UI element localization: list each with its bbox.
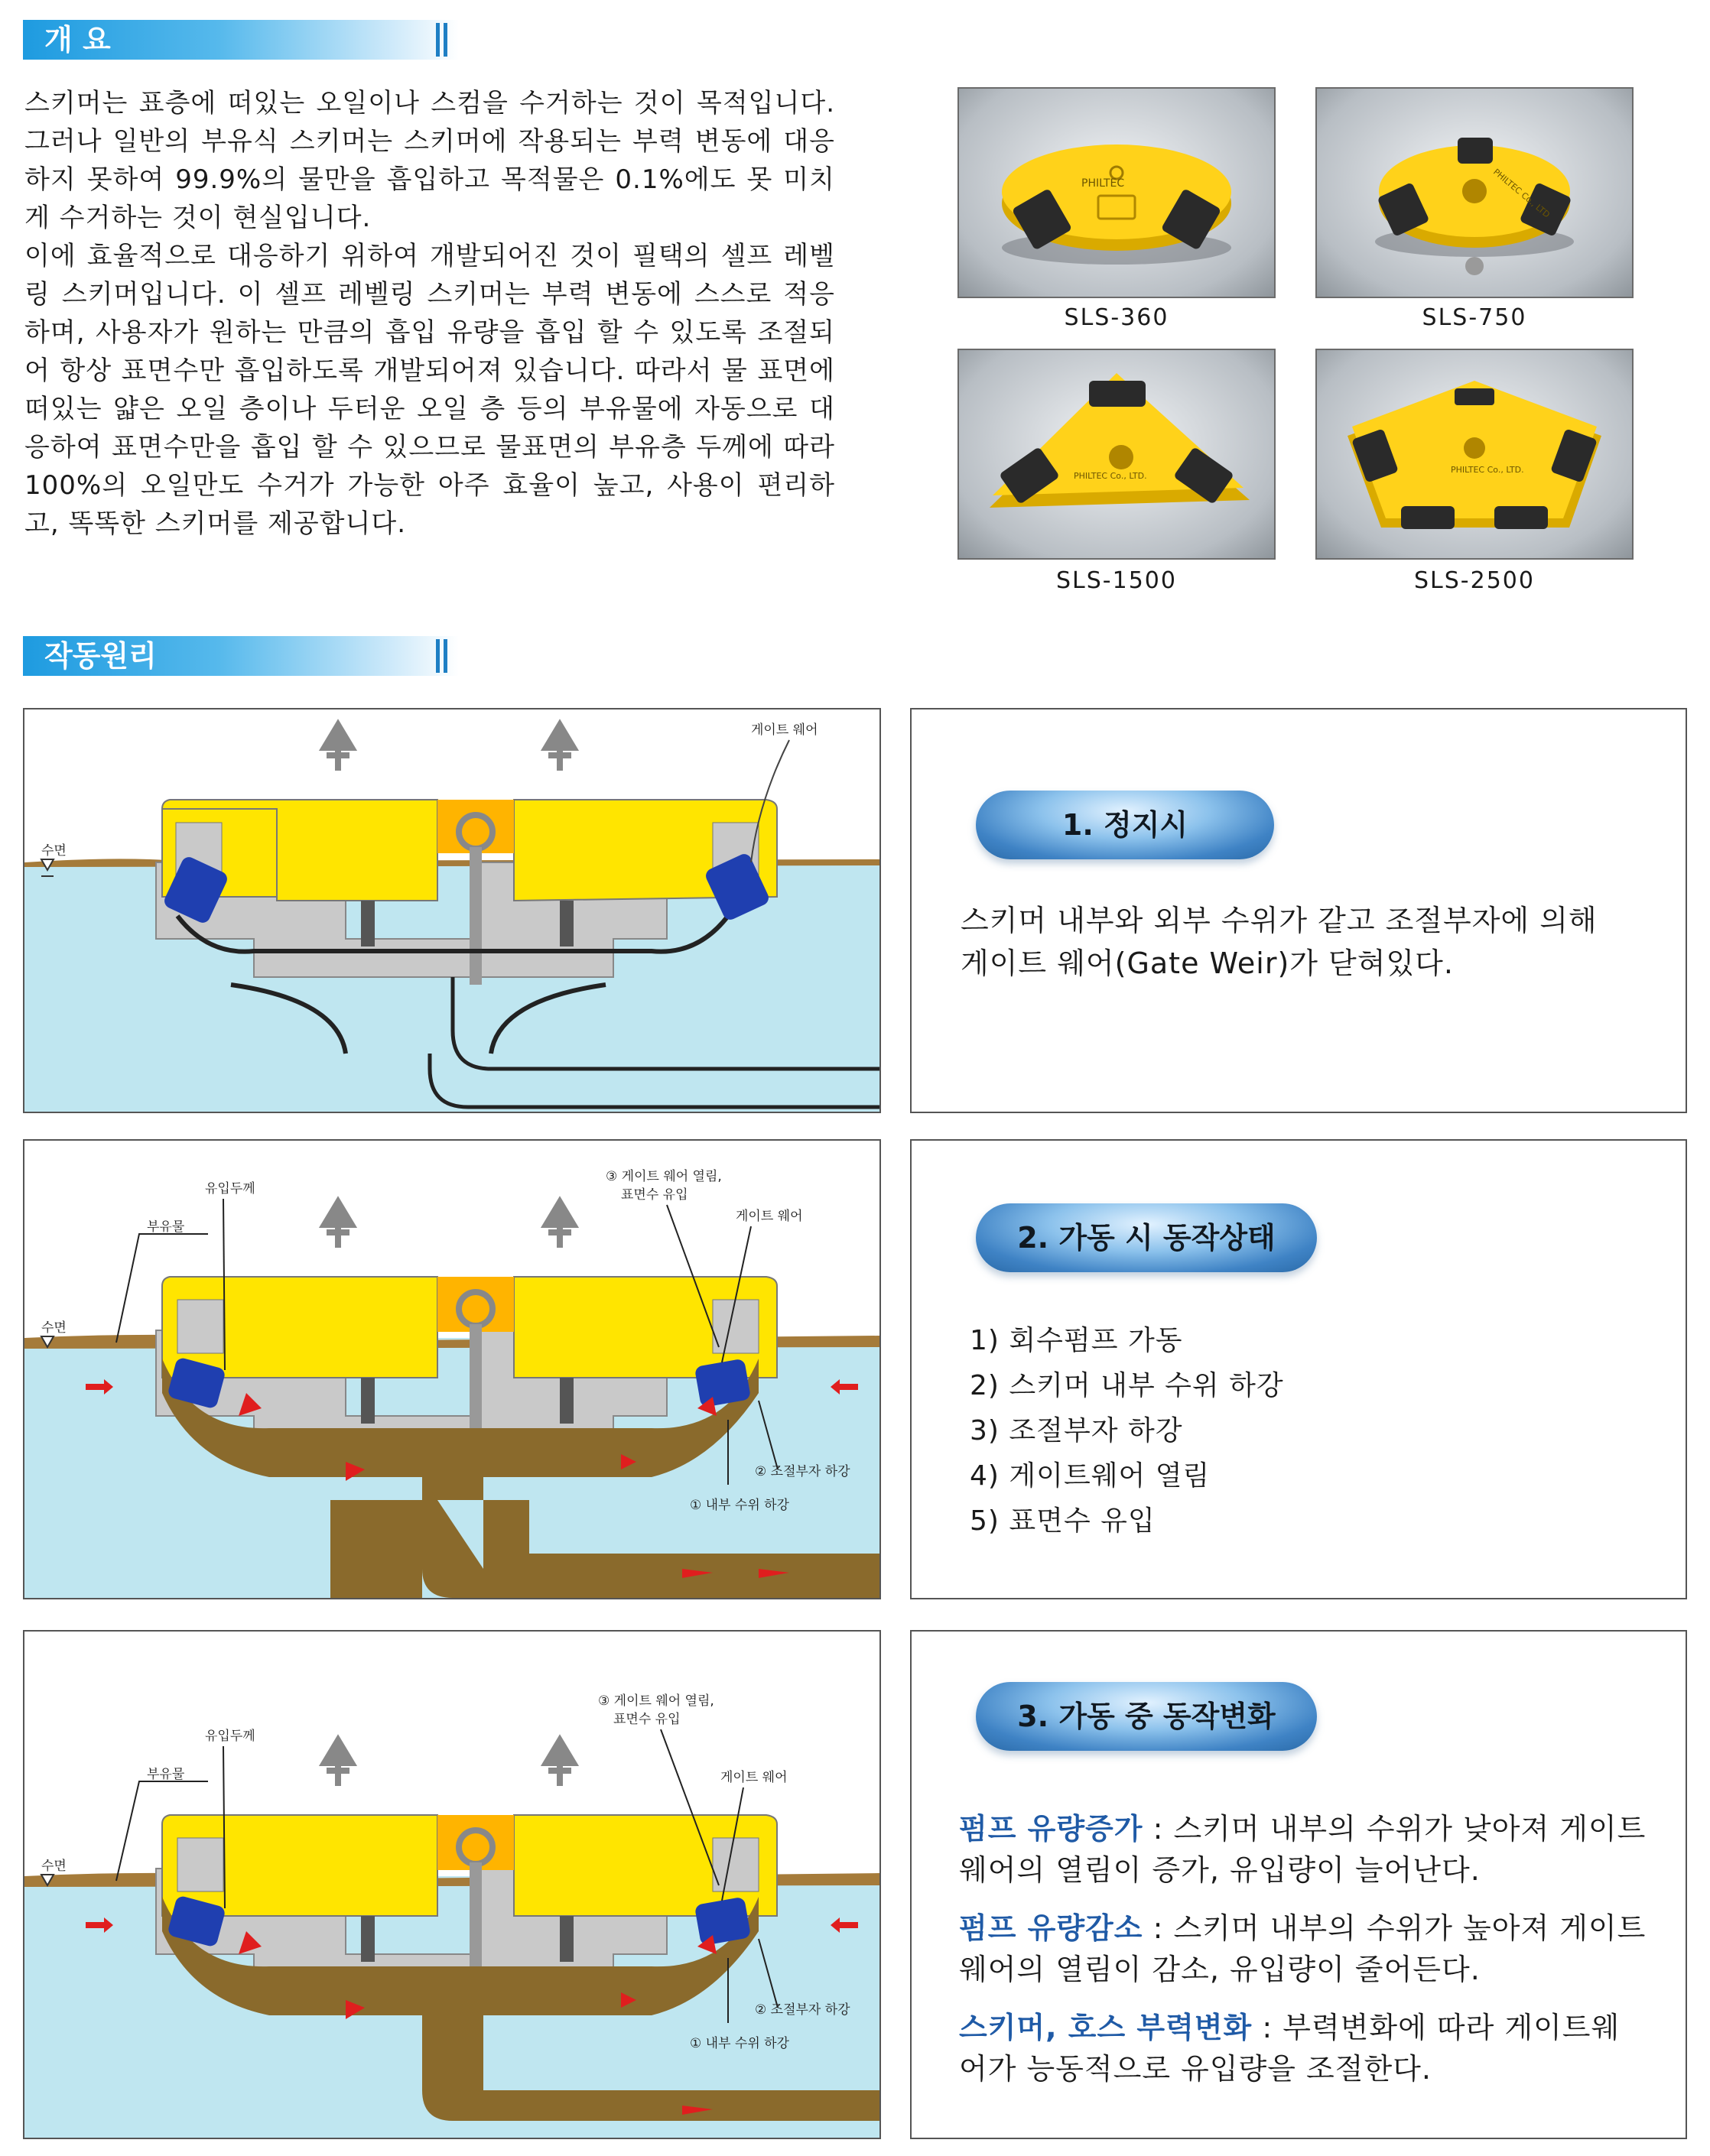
step2-item-1: 1) 회수펌프 가동 (970, 1325, 1183, 1356)
step2-item-2: 2) 스키머 내부 수위 하강 (970, 1370, 1284, 1401)
step2-item-3: 3) 조절부자 하강 (970, 1415, 1183, 1447)
panel-step2 (910, 1139, 1687, 1599)
step3-row3-key: 스키머, 호스 부력변화 (959, 2011, 1253, 2044)
step2-item-5: 5) 표면수 유입 (970, 1505, 1156, 1537)
step3-title: 3. 가동 중 동작변화 (976, 1682, 1317, 1751)
skimmer-360-image (959, 89, 1274, 297)
caption-sls-1500: SLS-1500 (1056, 567, 1177, 594)
gate-open-label-1: ③ 게이트 웨어 열림, (598, 1693, 714, 1709)
gate-open-label-2: 표면수 유입 (621, 1187, 688, 1203)
diagram-operating-svg (24, 1141, 879, 1598)
step3-row1-line2: 웨어의 열림이 증가, 유입량이 늘어난다. (959, 1853, 1481, 1887)
product-photo-sls-750 (1315, 87, 1634, 298)
overview-paragraph-2: 이에 효율적으로 대응하기 위하여 개발되어진 것이 필택의 셀프 레벨링 스키머입니다. 이 셀프 레벨링 스키머는 부력 변동에 스스로 적응하며, 사용자가 원하는 만큼의 흡입 유량을 흡입 할 수 있도록 조절되어 항상 표면수만 흡입하도록 개발되어져 있습니다. 따라서 물 표면에 떠있는 얇은 오일 층이나 두터운 오일 층 등의 부유물에 자동으로 대응하여 표면수만을 흡입 할 수 있으므로 물표면의 부유층 두께에 따라 100%의 오일만도 수거가 가능한 아주 효율이 높고, 사용이 편리하고, 똑똑한 스키머를 제공합니다. (24, 241, 835, 539)
regulator-down-label: ② 조절부자 하강 (755, 1464, 850, 1479)
water-surface-label: 수면 (41, 1320, 67, 1336)
gate-weir-label: 게이트 웨어 (736, 1209, 803, 1224)
brand-text-360: PHILTEC (1081, 177, 1125, 190)
overview-heading-text: 개 요 (44, 23, 111, 57)
step2-list (970, 1318, 1284, 1544)
gate-weir-label: 게이트 웨어 (720, 1770, 788, 1785)
heading-bars-decoration (436, 23, 454, 57)
step3-row2-text-a: : 스키머 내부의 수위가 높아져 게이트 (1143, 1911, 1647, 1945)
step2-item-4: 4) 게이트웨어 열림 (970, 1460, 1211, 1492)
regulator-down-label: ② 조절부자 하강 (755, 2002, 850, 2018)
floating-oil-label: 부유물 (147, 1219, 185, 1235)
step1-text-line2: 게이트 웨어(Gate Weir)가 닫혀있다. (961, 946, 1454, 980)
product-photo-sls-1500 (957, 349, 1276, 560)
step3-row3-line1 (959, 2006, 1620, 2049)
inflow-thickness-label: 유입두께 (205, 1729, 255, 1744)
step3-row2-line2: 웨어의 열림이 감소, 유입량이 줄어든다. (959, 1953, 1481, 1986)
product-photo-sls-360 (957, 87, 1276, 298)
heading-bars-decoration (436, 639, 454, 673)
step2-title: 2. 가동 시 동작상태 (976, 1203, 1317, 1272)
caption-sls-360: SLS-360 (1064, 304, 1169, 331)
water-surface-label: 수면 (41, 1859, 67, 1874)
diagram-operating-change-svg (24, 1632, 879, 2138)
principle-heading-text: 작동원리 (44, 639, 157, 673)
product-photo-sls-2500 (1315, 349, 1634, 560)
diagram-operating (23, 1139, 881, 1599)
overview-text (24, 84, 835, 543)
floating-oil-label: 부유물 (147, 1767, 185, 1782)
inner-level-down-label: ① 내부 수위 하강 (690, 1498, 789, 1513)
panel-step3 (910, 1630, 1687, 2139)
gate-open-label-2: 표면수 유입 (613, 1712, 681, 1727)
gate-weir-label: 게이트 웨어 (751, 722, 818, 738)
principle-heading (23, 636, 459, 676)
diagram-stopped (23, 708, 881, 1113)
brand-text-750: PHILTEC Co., LTD (1491, 167, 1552, 220)
step3-row3-line2: 어가 능동적으로 유입량을 조절한다. (959, 2052, 1432, 2086)
step3-row1-line1 (959, 1807, 1646, 1850)
skimmer-2500-image (1317, 350, 1632, 558)
inner-level-down-label: ① 내부 수위 하강 (690, 2036, 789, 2051)
step3-row1-text-a: : 스키머 내부의 수위가 낮아져 게이트 (1143, 1812, 1647, 1846)
caption-sls-750: SLS-750 (1422, 304, 1527, 331)
overview-paragraph-1: 스키머는 표층에 떠있는 오일이나 스컴을 수거하는 것이 목적입니다. 그러나 일반의 부유식 스키머는 스키머에 작용되는 부력 변동에 대응하지 못하여 99.9%의 물만을 흡입하고 목적물은 0.1%에도 못 미치게 수거하는 것이 현실입니다. (24, 88, 835, 233)
inflow-thickness-label: 유입두께 (205, 1181, 255, 1197)
step3-row2-line1 (959, 1907, 1646, 1950)
step1-title: 1. 정지시 (976, 791, 1274, 859)
gate-open-label-1: ③ 게이트 웨어 열림, (606, 1169, 722, 1184)
panel-step1 (910, 708, 1687, 1113)
step1-text-line1: 스키머 내부와 외부 수위가 같고 조절부자에 의해 (961, 904, 1598, 937)
step3-row2-key: 펌프 유량감소 (959, 1911, 1143, 1945)
step3-row1-key: 펌프 유량증가 (959, 1812, 1143, 1846)
brand-text-1500: PHILTEC Co., LTD. (1074, 471, 1147, 481)
step3-row3-text-a: : 부력변화에 따라 게이트웨 (1252, 2011, 1621, 2044)
caption-sls-2500: SLS-2500 (1414, 567, 1535, 594)
overview-heading (23, 20, 459, 60)
diagram-operating-change (23, 1630, 881, 2139)
water-surface-label: 수면 (41, 843, 67, 859)
diagram-stopped-svg (24, 709, 879, 1112)
skimmer-750-image (1317, 89, 1632, 297)
skimmer-1500-image (959, 350, 1274, 558)
brand-text-2500: PHILTEC Co., LTD. (1451, 465, 1524, 475)
